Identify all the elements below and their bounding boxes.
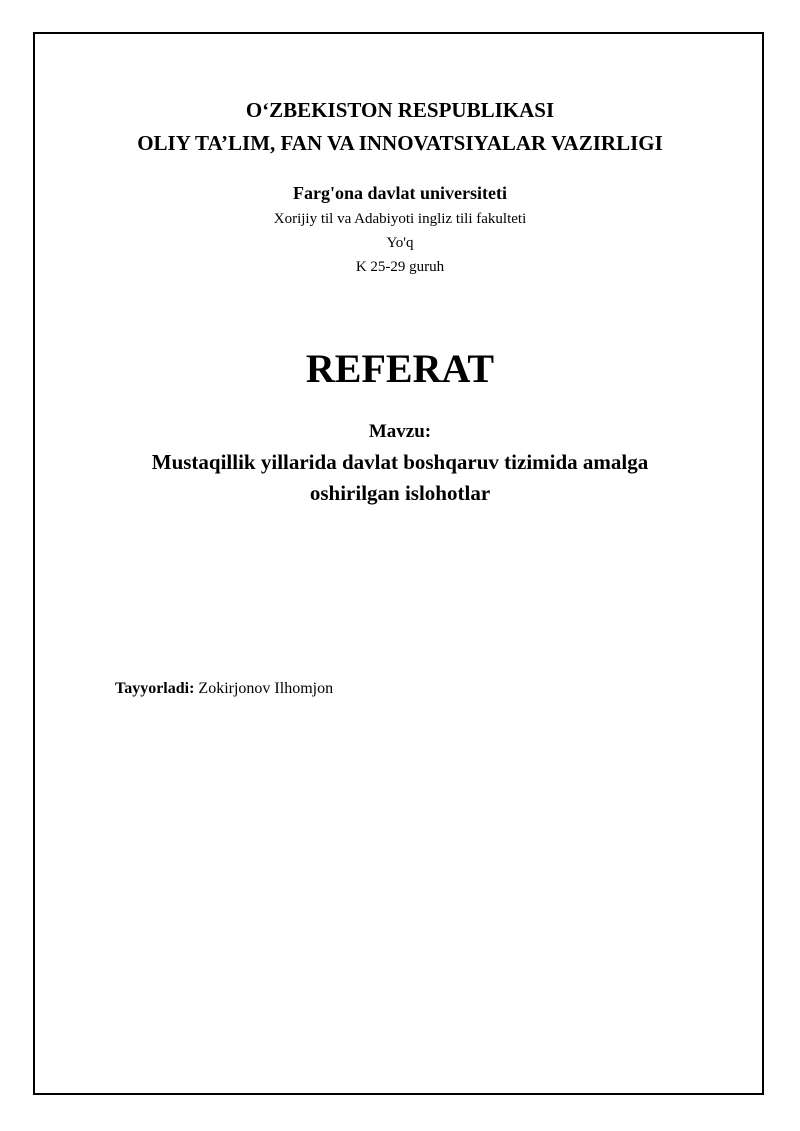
faculty-name: Xorijiy til va Adabiyoti ingliz tili fakulteti xyxy=(273,211,527,227)
document-type-title: REFERAT xyxy=(305,346,495,391)
country-heading: O‘ZBEKISTON RESPUBLIKASI xyxy=(245,98,555,122)
topic-title-line-1: Mustaqillik yillarida davlat boshqaruv tizimida amalga xyxy=(151,450,649,474)
topic-label: Mavzu: xyxy=(368,421,432,442)
author-label: Tayyorladi: xyxy=(115,680,195,697)
author-name: Zokirjonov Ilhomjon xyxy=(198,680,334,697)
author-line xyxy=(115,680,333,698)
ministry-heading: OLIY TA’LIM, FAN VA INNOVATSIYALAR VAZIRLIGI xyxy=(137,131,663,155)
course-info: Yo'q xyxy=(386,235,414,251)
topic-title-line-2: oshirilgan islohotlar xyxy=(309,481,491,505)
group-info: K 25-29 guruh xyxy=(355,259,445,275)
university-name: Farg'ona davlat universiteti xyxy=(293,183,507,203)
